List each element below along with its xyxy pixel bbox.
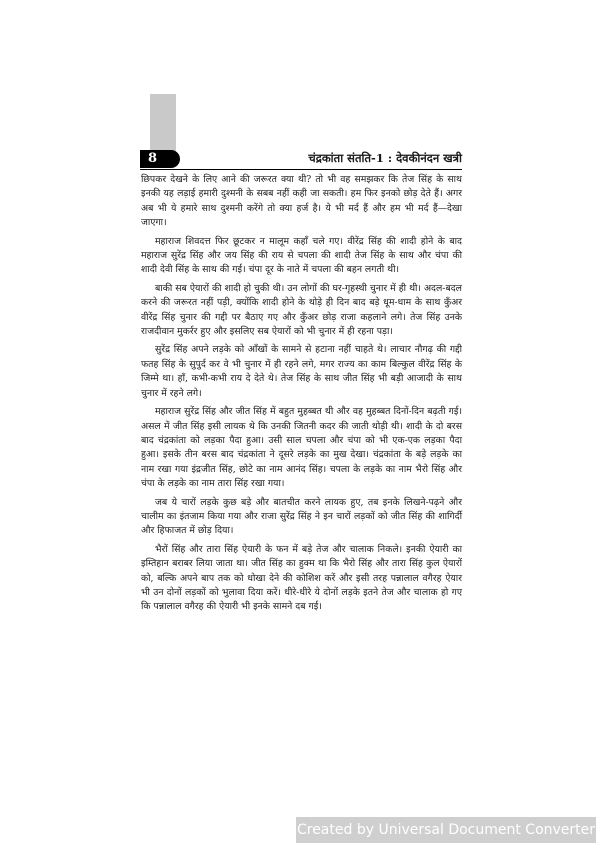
page-number: 8 [140, 150, 180, 168]
paragraph: छिपकर देखने के लिए आने की जरूरत क्या थी? तो भी वह समझकर कि तेज सिंह के साथ इनकी यह लड़ाई हमारी दुश्मनी के सबब नहीं कही जा सकती। हम फिर इनको छोड़ देते हैं। अगर अब भी ये हमारे साथ दुश्मनी करेंगे तो क्या हर्ज है। ये भी मर्द हैं और हम भी मर्द हैं—देखा जाएगा। [141, 174, 462, 229]
converter-watermark: Created by Universal Document Converter [296, 817, 596, 843]
header-title: चंद्रकांता संतति-1 : देवकीनंदन खत्री [308, 151, 462, 165]
paragraph: भैरों सिंह और तारा सिंह ऐयारी के फन में बड़े तेज और चालाक निकले। इनकी ऐयारी का इम्तिहान बराबर लिया जाता था। जीत सिंह का हुक्म था कि भैरो सिंह और तारा सिंह कुल ऐयारों को, बल्कि अपने बाप तक को धोखा देने की कोशिश करें और इसी तरह पन्नालाल वगैरह ऐयार भी उन दोनों लड़कों को भुलावा दिया करें। धीरे-धीरे ये दोनों लड़के इतने तेज और चालाक हो गए कि पन्नालाल वगैरह की ऐयारी भी इनके सामने दब गई। [141, 543, 462, 613]
paragraph: बाकी सब ऐयारों की शादी हो चुकी थी। उन लोगों की घर-गृहस्थी चुनार में ही थी। अदल-बदल करने की जरूरत नहीं पड़ी, क्योंकि शादी होने के थोड़े ही दिन बाद बड़े धूम-धाम के साथ कुँअर वीरेंद्र सिंह चुनार की गद्दी पर बैठाए गए और कुँअर छोड़ राजा कहलाने लगे। तेज सिंह उनके राजदीवान मुकर्रर हुए और इसलिए सब ऐयारों को भी चुनार में ही रहना पड़ा। [141, 282, 462, 338]
paragraph: जब ये चारों लड़के कुछ बड़े और बातचीत करने लायक हुए, तब इनके लिखने-पढ़ने और चालीम का इंतजाम किया गया और राजा सुरेंद्र सिंह ने इन चारों लड़कों को जीत सिंह की शागिर्दी और हिफाजत में छोड़ दिया। [141, 496, 462, 537]
running-header [140, 150, 462, 170]
paragraph: सुरेंद्र सिंह अपने लड़के को आँखों के सामने से हटाना नहीं चाहते थे। लाचार नौगढ़ की गद्दी फतह सिंह के सुपुर्द कर वे भी चुनार में ही रहने लगे, मगर राज्य का काम बिल्कुल वीरेंद्र सिंह के जिम्मे था। हाँ, कभी-कभी राय दे देते थे। तेज सिंह के साथ जीत सिंह भी बड़ी आजादी के साथ चुनार में रहने लगे। [141, 344, 462, 399]
paragraph: महाराज सुरेंद्र सिंह और जीत सिंह में बहुत मुहब्बत थी और वह मुहब्बत दिनों-दिन बढ़ती गई। असल में जीत सिंह इसी लायक थे कि उनकी जितनी कदर की जाती थोड़ी थी। शादी के दो बरस बाद चंद्रकांता को लड़का पैदा हुआ। उसी साल चपला और चंपा को भी एक-एक लड़का पैदा हुआ। इसके तीन बरस बाद चंद्रकांता ने दूसरे लड़के का मुख देखा। चंद्रकांता के बड़े लड़के का नाम रखा गया इंद्रजीत सिंह, छोटे का नाम आनंद सिंह। चपला के लड़के का नाम भैरो सिंह और चंपा के लड़के का नाम तारा सिंह रखा गया। [141, 406, 462, 490]
body-text [141, 173, 462, 615]
paragraph: महाराज शिवदत्त फिर छूटकर न मालूम कहाँ चले गए। वीरेंद्र सिंह की शादी होने के बाद महाराज सुरेंद्र सिंह और जय सिंह की राय से चपला की शादी तेज सिंह के साथ और चंपा की शादी देवी सिंह के साथ की गई। चंपा दूर के नाते में चपला की बहन लगती थी। [141, 235, 462, 276]
page-corner-tab [150, 94, 176, 152]
